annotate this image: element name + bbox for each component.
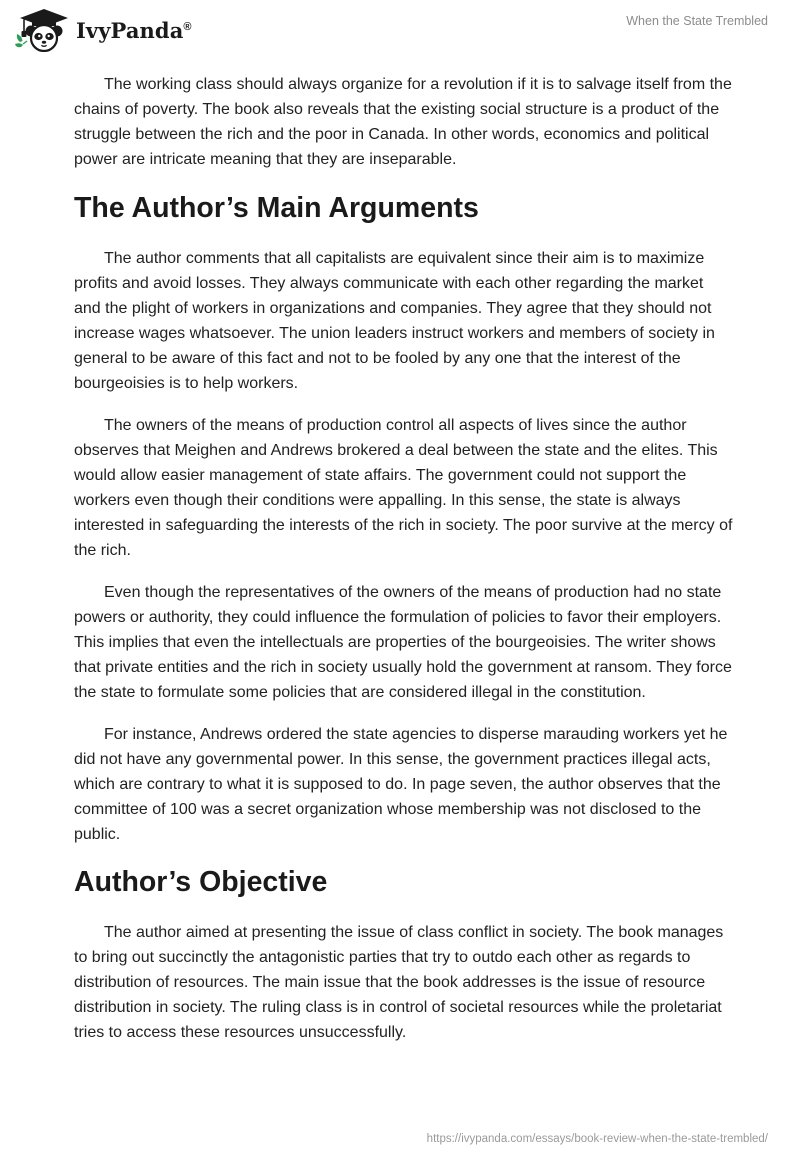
paragraph: The author aimed at presenting the issue of class conflict in society. The book manages to bring out succinctly the antagonistic parties that try to outdo each other as regards to distribution of resources. The main issue that the book addresses is the issue of resource distribution in society. The ruling class is in control of societal resources while the proletariat tries to access these resources unsuccessfully. [74, 924, 724, 1041]
section-heading-main-arguments: The Author’s Main Arguments [74, 192, 479, 224]
intro-paragraph: The working class should always organize for a revolution if it is to salvage itself from the chains of poverty. The book also reveals that the existing social structure is a product of the struggle between the rich and the poor in Canada. In other words, economics and political power are intricate meaning that they are inseparable. [74, 76, 732, 168]
document-title: When the State Trembled [626, 14, 768, 28]
brand-name: IvyPanda® [76, 17, 192, 43]
source-url-link[interactable]: https://ivypanda.com/essays/book-review-when-the-state-trembled/ [426, 1133, 768, 1145]
registered-mark: ® [183, 20, 192, 33]
paragraph: Even though the representatives of the owners of the means of production had no state powers or authority, they could influence the formulation of policies to favor their employers. This implies that even the intellectuals are properties of the bourgeoisies. The writer shows that private entities and the rich in society usually hold the government at ransom. They force the state to formulate some policies that are considered illegal in the constitution. [74, 584, 732, 701]
ivypanda-logo[interactable] [14, 6, 192, 52]
page-header [0, 0, 800, 60]
section-heading-authors-objective: Author’s Objective [74, 866, 328, 898]
essay-content [74, 72, 734, 1062]
paragraph: The author comments that all capitalists are equivalent since their aim is to maximize profits and avoid losses. They always communicate with each other regarding the market and the plight of workers in organizations and companies. They agree that they should not increase wages whatsoever. The union leaders instruct workers and members of society in general to be aware of this fact and not to be fooled by any one that the interest of the bourgeoisies is to help workers. [74, 250, 715, 392]
panda-graduate-icon [14, 6, 72, 52]
paragraph: The owners of the means of production control all aspects of lives since the author observes that Meighen and Andrews brokered a deal between the state and the elites. This would allow easier management of state affairs. The government could not support the workers even though their conditions were appalling. In this sense, the state is always interested in safeguarding the interests of the rich in society. The poor survive at the mercy of the rich. [74, 417, 733, 559]
paragraph: For instance, Andrews ordered the state agencies to disperse marauding workers yet he did not have any governmental power. In this sense, the government practices illegal acts, which are contrary to what it is supposed to do. In page seven, the author observes that the committee of 100 was a secret organization whose membership was not disclosed to the public. [74, 726, 728, 843]
